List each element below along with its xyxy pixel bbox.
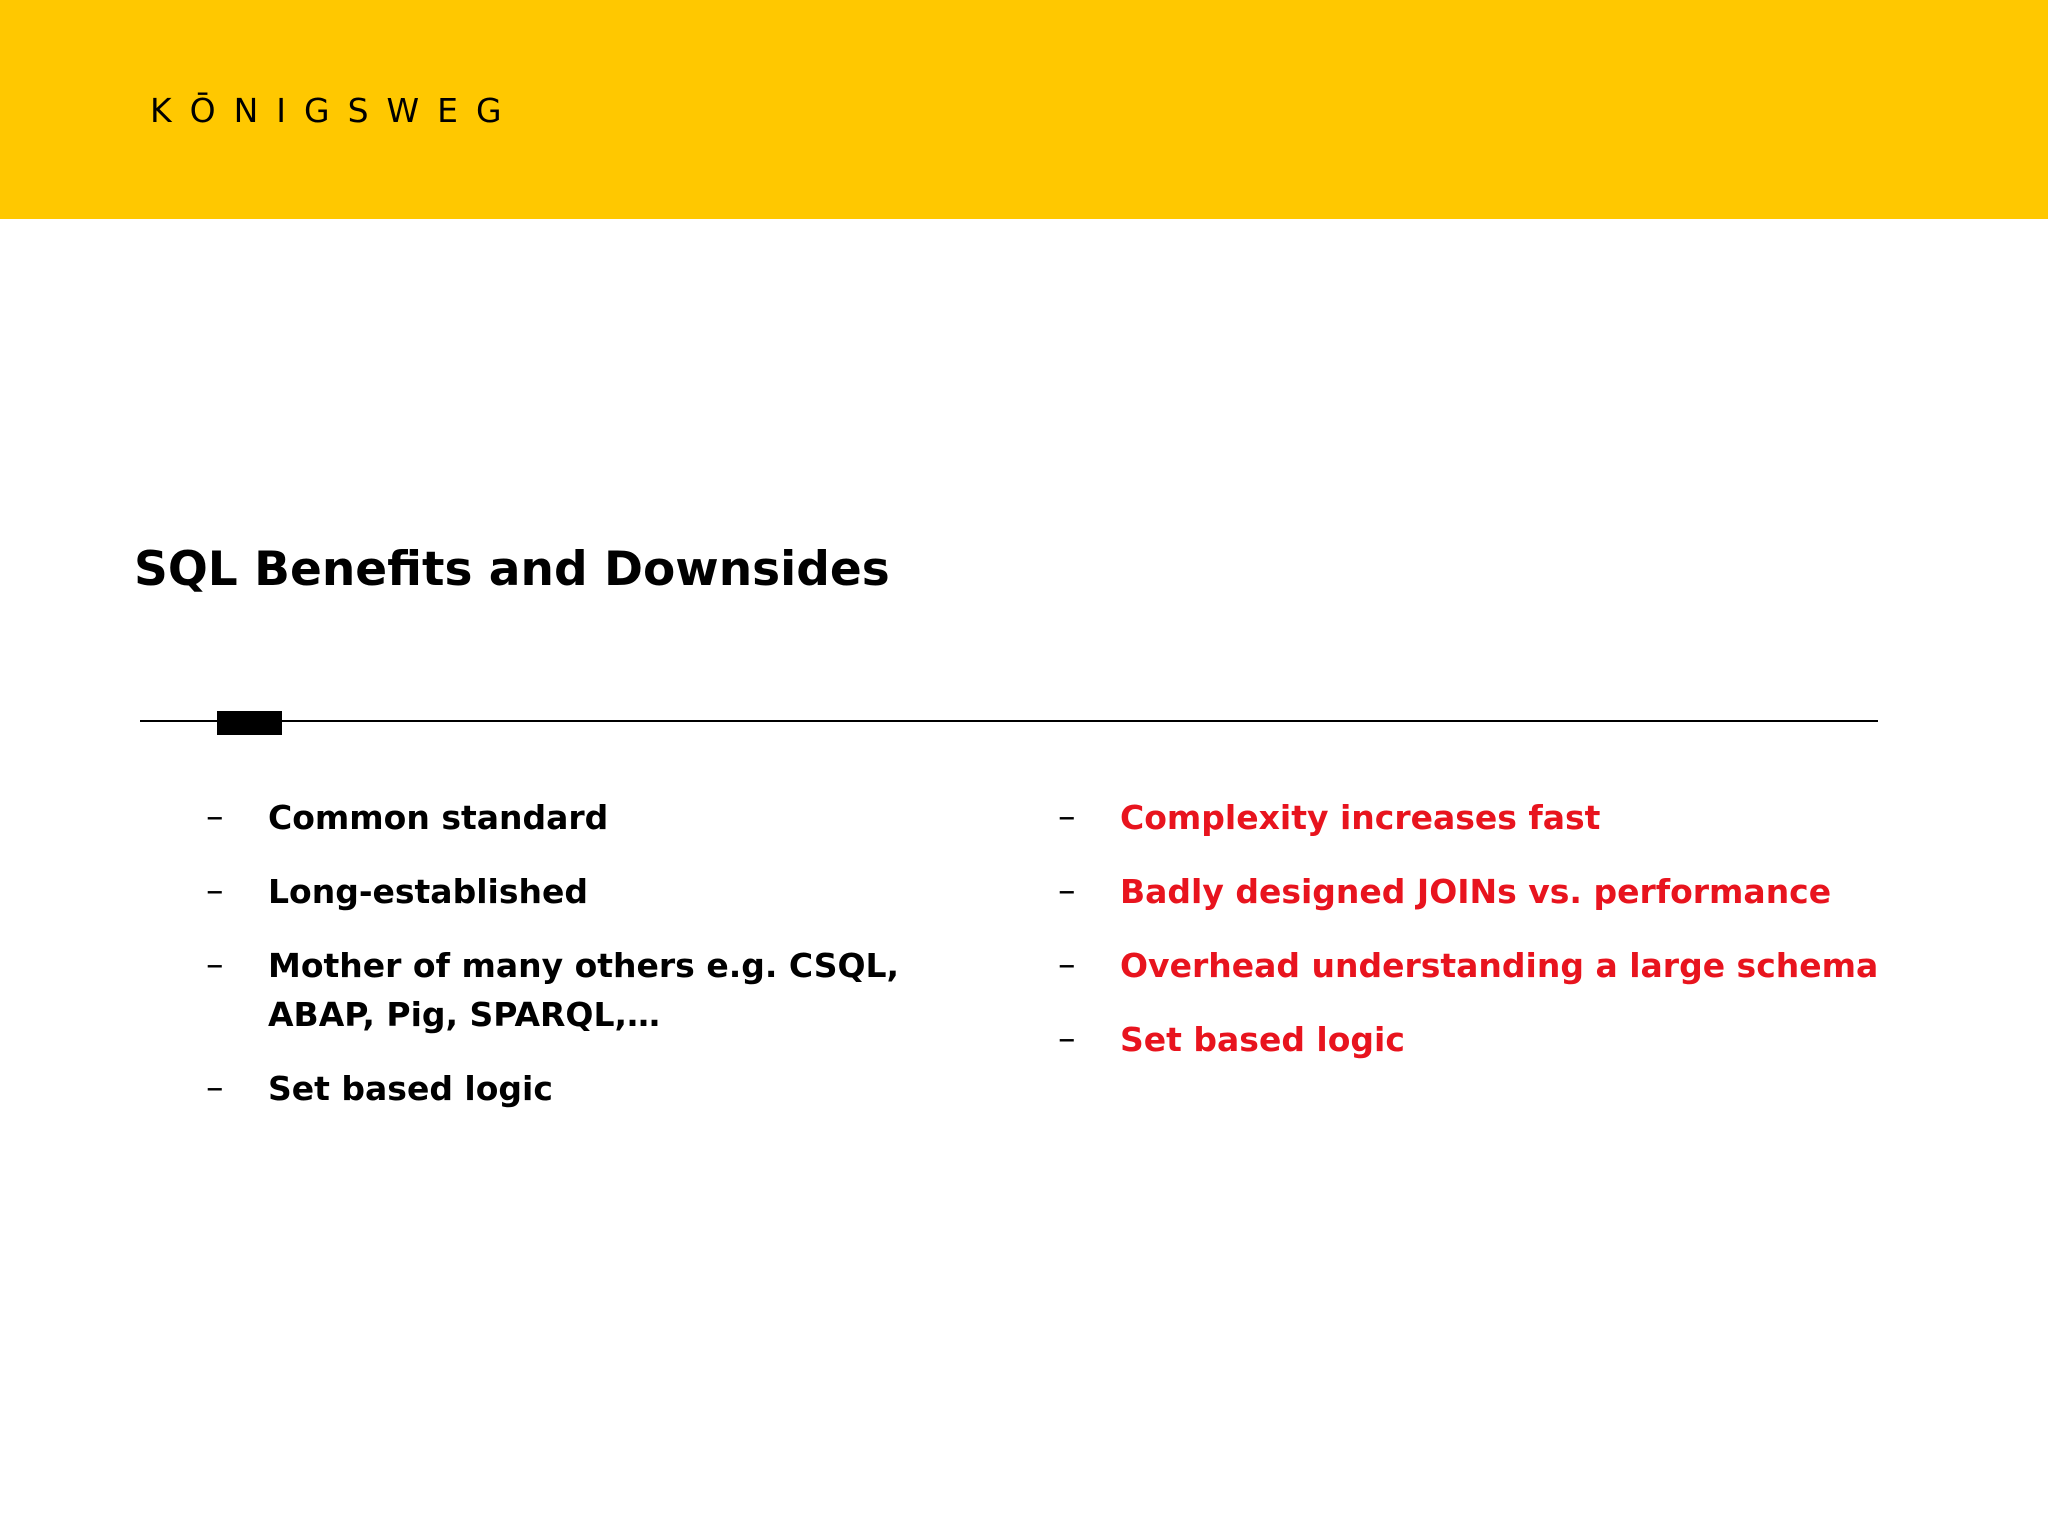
header-band — [0, 0, 2048, 219]
benefit-item — [206, 1064, 1006, 1113]
bullet-dash: – — [1058, 1019, 1076, 1059]
bullet-dash: – — [1058, 945, 1076, 985]
benefit-text: Mother of many others e.g. CSQL, ABAP, Pig, SPARQL,… — [268, 946, 900, 1034]
downside-text: Overhead understanding a large schema — [1120, 946, 1879, 985]
company-logo: KŌNIGSWEG — [150, 91, 520, 130]
downside-item — [1058, 1015, 1958, 1064]
downside-item — [1058, 867, 1958, 916]
bullet-dash: – — [1058, 871, 1076, 911]
bullet-dash: – — [206, 797, 224, 837]
bullet-dash: – — [206, 871, 224, 911]
benefit-text: Set based logic — [268, 1069, 553, 1108]
bullet-dash: – — [1058, 797, 1076, 837]
downside-text: Set based logic — [1120, 1020, 1405, 1059]
downside-text: Badly designed JOINs vs. performance — [1120, 872, 1832, 911]
benefit-text: Common standard — [268, 798, 609, 837]
benefit-item — [206, 867, 1006, 916]
benefit-item — [206, 941, 1006, 1039]
bullet-dash: – — [206, 1068, 224, 1108]
benefit-text: Long-established — [268, 872, 588, 911]
benefit-item — [206, 793, 1006, 842]
benefits-list — [206, 793, 1006, 1138]
downside-text: Complexity increases fast — [1120, 798, 1601, 837]
bullet-dash: – — [206, 945, 224, 985]
downside-item — [1058, 941, 1958, 990]
downside-item — [1058, 793, 1958, 842]
downsides-list — [1058, 793, 1958, 1089]
section-divider — [140, 720, 1878, 722]
slide-title: SQL Benefits and Downsides — [134, 542, 890, 597]
divider-marker — [217, 711, 282, 735]
